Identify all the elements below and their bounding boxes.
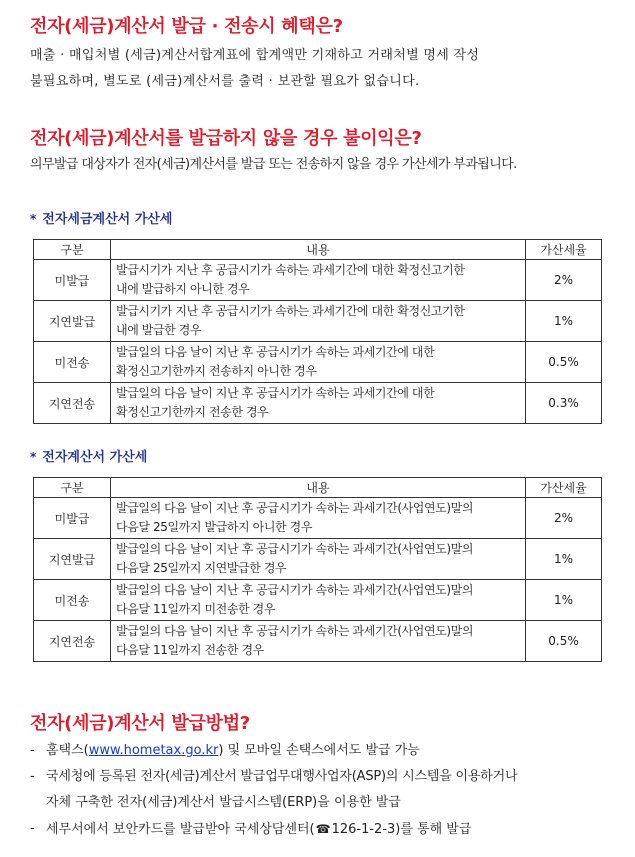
row-content xyxy=(111,342,526,383)
row-content xyxy=(111,580,526,621)
telephone-icon: ☎ xyxy=(315,822,331,836)
row-content-line: 발급시기가 지난 후 공급시기가 속하는 과세기간에 대한 확정신고기한 xyxy=(116,304,465,318)
row-rate: 0.3% xyxy=(526,383,602,424)
row-content xyxy=(111,539,526,580)
method-2-line-1: 국세청에 등록된 전자(세금)계산서 발급업무대행사업자(ASP)의 시스템을 이용하거나 xyxy=(46,769,518,784)
row-type: 지연전송 xyxy=(34,383,111,424)
column-header-type: 구분 xyxy=(34,240,111,260)
penalty-text: 의무발급 대상자가 전자(세금)계산서를 발급 또는 전송하지 않을 경우 가산세가 부과됩니다. xyxy=(30,157,517,172)
method-3-suffix: )를 통해 발급 xyxy=(395,822,472,837)
method-3-prefix: 세무서에서 보안카드를 발급받아 국세상담센터( xyxy=(46,822,315,837)
row-content-line: 확정신고기한까지 전송한 경우 xyxy=(116,405,269,419)
row-rate: 0.5% xyxy=(526,342,602,383)
row-type: 미발급 xyxy=(34,498,111,539)
row-content-line: 다음달 25일까지 발급하지 아니한 경우 xyxy=(116,520,313,534)
row-content-line: 발급시기가 지난 후 공급시기가 속하는 과세기간에 대한 확정신고기한 xyxy=(116,263,465,277)
row-type: 미전송 xyxy=(34,342,111,383)
column-header-rate: 가산세율 xyxy=(526,240,602,260)
consultation-phone-number: 126-1-2-3 xyxy=(331,822,396,837)
table2-title-text: 전자계산서 가산세 xyxy=(42,450,148,465)
row-content xyxy=(111,260,526,301)
dash-bullet: - xyxy=(30,743,35,758)
row-content-line: 발급일의 다음 날이 지난 후 공급시기가 속하는 과세기간에 대한 xyxy=(116,386,435,400)
row-content-line: 내에 발급한 경우 xyxy=(116,323,202,337)
row-content xyxy=(111,498,526,539)
row-content-line: 발급일의 다음 날이 지난 후 공급시기가 속하는 과세기간(사업연도)말의 xyxy=(116,542,474,556)
row-content-line: 다음달 11일까지 미전송한 경우 xyxy=(116,602,276,616)
list-item xyxy=(30,738,610,764)
row-content-line: 다음달 11일까지 전송한 경우 xyxy=(116,643,264,657)
row-content xyxy=(111,621,526,662)
penalty-heading: 전자(세금)계산서를 발급하지 않을 경우 불이익은? xyxy=(30,128,422,149)
row-type: 미발급 xyxy=(34,260,111,301)
row-content-line: 발급일의 다음 날이 지난 후 공급시기가 속하는 과세기간(사업연도)말의 xyxy=(116,624,474,638)
table-header-row xyxy=(34,478,602,498)
row-type: 미전송 xyxy=(34,580,111,621)
dash-bullet: - xyxy=(30,769,35,784)
row-type: 지연발급 xyxy=(34,539,111,580)
table-row xyxy=(34,580,602,621)
method-1-suffix: ) 및 모바일 손택스에서도 발급 가능 xyxy=(218,743,420,758)
table-row xyxy=(34,498,602,539)
hometax-link[interactable]: www.hometax.go.kr xyxy=(88,743,219,758)
benefits-heading: 전자(세금)계산서 발급 · 전송시 혜택은? xyxy=(30,16,343,37)
row-rate: 1% xyxy=(526,539,602,580)
table-row xyxy=(34,342,602,383)
table1-title-text: 전자세금계산서 가산세 xyxy=(42,212,173,227)
table1-title xyxy=(30,208,172,227)
table2-title xyxy=(30,446,147,465)
table-row xyxy=(34,621,602,662)
row-rate: 1% xyxy=(526,580,602,621)
list-item xyxy=(30,816,610,843)
benefits-text xyxy=(30,43,608,95)
tax-invoice-penalty-table xyxy=(33,239,602,424)
benefits-line-2: 불필요하며, 별도로 (세금)계산서를 출력 · 보관할 필요가 없습니다. xyxy=(30,74,420,89)
table-row xyxy=(34,539,602,580)
row-content xyxy=(111,383,526,424)
row-content-line: 확정신고기한까지 전송하지 아니한 경우 xyxy=(116,364,317,378)
invoice-penalty-table xyxy=(33,477,602,662)
method-2-line-2: 자체 구축한 전자(세금)계산서 발급시스템(ERP)을 이용한 발급 xyxy=(46,795,401,810)
row-content-line: 발급일의 다음 날이 지난 후 공급시기가 속하는 과세기간에 대한 xyxy=(116,345,435,359)
row-rate: 2% xyxy=(526,260,602,301)
row-rate: 1% xyxy=(526,301,602,342)
row-content-line: 발급일의 다음 날이 지난 후 공급시기가 속하는 과세기간(사업연도)말의 xyxy=(116,583,474,597)
benefits-line-1: 매출 · 매입처별 (세금)계산서합계표에 합계액만 기재하고 거래처별 명세 작성 xyxy=(30,48,480,63)
column-header-content: 내용 xyxy=(111,240,526,260)
column-header-content: 내용 xyxy=(111,478,526,498)
row-rate: 0.5% xyxy=(526,621,602,662)
table-header-row xyxy=(34,240,602,260)
column-header-rate: 가산세율 xyxy=(526,478,602,498)
table-row xyxy=(34,383,602,424)
star-bullet-icon: * xyxy=(30,450,37,464)
row-content-line: 내에 발급하지 아니한 경우 xyxy=(116,282,250,296)
method-1-prefix: 홈택스( xyxy=(46,743,89,758)
table-row xyxy=(34,301,602,342)
row-type: 지연발급 xyxy=(34,301,111,342)
star-bullet-icon: * xyxy=(30,212,37,226)
row-type: 지연전송 xyxy=(34,621,111,662)
table-row xyxy=(34,260,602,301)
dash-bullet: - xyxy=(30,821,35,836)
row-content-line: 발급일의 다음 날이 지난 후 공급시기가 속하는 과세기간(사업연도)말의 xyxy=(116,501,474,515)
column-header-type: 구분 xyxy=(34,478,111,498)
issuance-method-heading: 전자(세금)계산서 발급방법? xyxy=(30,713,250,734)
issuance-method-list xyxy=(30,738,610,843)
list-item xyxy=(30,764,610,816)
row-content-line: 다음달 25일까지 지연발급한 경우 xyxy=(116,561,287,575)
row-content xyxy=(111,301,526,342)
row-rate: 2% xyxy=(526,498,602,539)
